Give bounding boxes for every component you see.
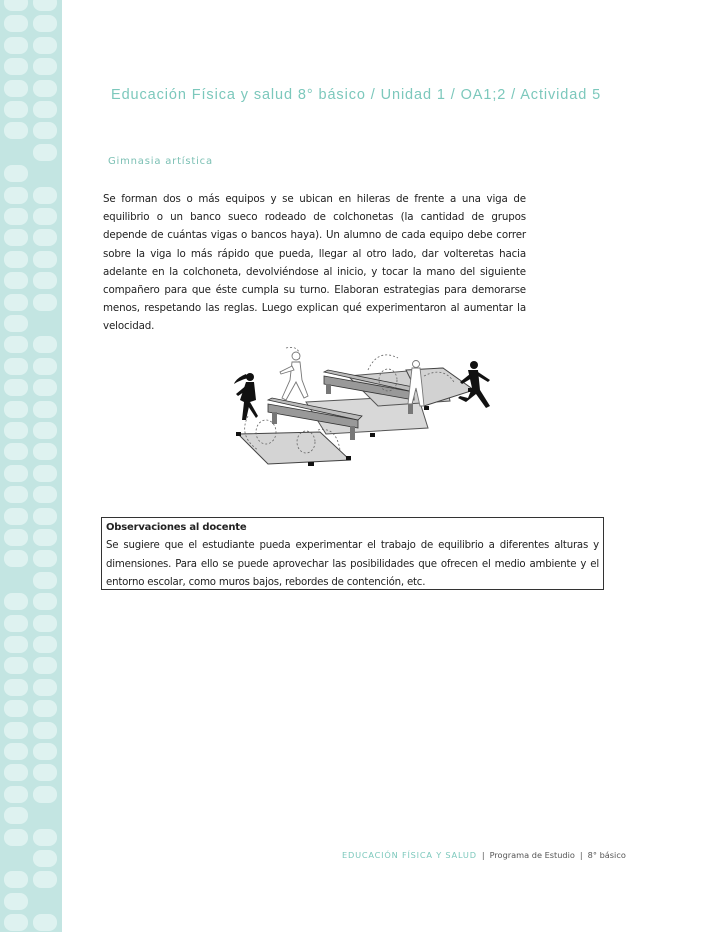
decorative-scallop xyxy=(62,186,76,204)
decorative-scallop xyxy=(62,335,76,353)
decorative-blob xyxy=(4,465,28,482)
decorative-scallop xyxy=(62,36,76,54)
decorative-scallop xyxy=(62,207,76,225)
decorative-blob xyxy=(33,80,57,97)
decorative-blob xyxy=(33,122,57,139)
decorative-scallop xyxy=(62,293,76,311)
decorative-scallop xyxy=(62,849,76,867)
decorative-scallop xyxy=(62,357,76,375)
footer-grade: 8° básico xyxy=(587,850,626,860)
decorative-blob xyxy=(33,786,57,803)
decorative-blob xyxy=(33,850,57,867)
activity-illustration xyxy=(228,346,498,470)
decorative-scallop xyxy=(62,892,76,910)
decorative-scallop xyxy=(62,870,76,888)
decorative-scallop xyxy=(62,656,76,674)
decorative-blob xyxy=(33,37,57,54)
decorative-scallop-edge xyxy=(60,0,74,932)
decorative-blob xyxy=(4,379,28,396)
decorative-scallop xyxy=(62,250,76,268)
decorative-scallop xyxy=(62,614,76,632)
decorative-scallop xyxy=(62,721,76,739)
decorative-blob xyxy=(4,80,28,97)
decorative-blob xyxy=(33,615,57,632)
decorative-blob xyxy=(33,764,57,781)
decorative-blob xyxy=(33,15,57,32)
decorative-blob xyxy=(4,315,28,332)
section-subtitle: Gimnasia artística xyxy=(108,156,213,167)
decorative-blob xyxy=(33,358,57,375)
decorative-blob xyxy=(33,294,57,311)
decorative-blob xyxy=(33,700,57,717)
decorative-blob xyxy=(33,443,57,460)
decorative-scallop xyxy=(62,592,76,610)
decorative-blob xyxy=(33,401,57,418)
decorative-blob xyxy=(33,58,57,75)
decorative-scallop xyxy=(62,678,76,696)
decorative-scallop xyxy=(62,785,76,803)
decorative-blob xyxy=(33,529,57,546)
decorative-blob xyxy=(33,508,57,525)
decorative-scallop xyxy=(62,79,76,97)
decorative-blob xyxy=(4,443,28,460)
decorative-scallop xyxy=(62,828,76,846)
page-title: Educación Física y salud 8° básico / Unidad 1 / OA1;2 / Actividad 5 xyxy=(111,87,602,103)
decorative-blob xyxy=(4,679,28,696)
decorative-blob xyxy=(33,871,57,888)
decorative-scallop xyxy=(62,400,76,418)
page-footer xyxy=(342,850,626,860)
decorative-blob xyxy=(33,465,57,482)
decorative-blob xyxy=(4,529,28,546)
decorative-scallop xyxy=(62,314,76,332)
decorative-blob xyxy=(4,294,28,311)
decorative-blob xyxy=(4,15,28,32)
footer-subject: EDUCACIÓN FÍSICA Y SALUD xyxy=(342,850,477,860)
decorative-scallop xyxy=(62,571,76,589)
decorative-blob xyxy=(4,486,28,503)
decorative-blob xyxy=(4,229,28,246)
decorative-scallop xyxy=(62,635,76,653)
decorative-blob xyxy=(4,829,28,846)
decorative-scallop xyxy=(62,0,76,11)
decorative-scallop xyxy=(62,143,76,161)
decorative-blob xyxy=(4,764,28,781)
decorative-scallop xyxy=(62,763,76,781)
decorative-blob xyxy=(33,657,57,674)
decorative-scallop xyxy=(62,549,76,567)
decorative-blob xyxy=(33,914,57,931)
decorative-blob xyxy=(4,272,28,289)
decorative-blob xyxy=(4,165,28,182)
decorative-blob xyxy=(4,101,28,118)
decorative-scallop xyxy=(62,14,76,32)
footer-program: Programa de Estudio xyxy=(489,850,575,860)
decorative-blob xyxy=(4,743,28,760)
activity-description: Se forman dos o más equipos y se ubican en hileras de frente a una viga de equilibrio o un banco sueco rodeado de colchonetas (la cantidad de grupos depende de cuántas vigas o bancos haya). Un alumno de cada equipo debe correr sobre la viga lo más rápido que pueda, llegar al otro lado, dar volteretas hacia adelante en la colchoneta, devolviéndose al inicio, y tocar la mano del siguiente compañero para que éste cumpla su turno. Elaboran estrategias para demorarse menos, respetando las reglas. Luego explican qué experimentaron al aumentar la velocidad. xyxy=(103,193,526,333)
decorative-blob xyxy=(33,679,57,696)
decorative-blob xyxy=(33,550,57,567)
decorative-scallop xyxy=(62,271,76,289)
decorative-blob xyxy=(33,379,57,396)
decorative-scallop xyxy=(62,507,76,525)
decorative-scallop xyxy=(62,442,76,460)
decorative-blob xyxy=(4,914,28,931)
decorative-blob xyxy=(33,101,57,118)
decorative-scallop xyxy=(62,164,76,182)
decorative-blob xyxy=(4,58,28,75)
decorative-blob xyxy=(4,550,28,567)
decorative-blob xyxy=(4,615,28,632)
decorative-scallop xyxy=(62,57,76,75)
decorative-blob xyxy=(4,336,28,353)
decorative-blob xyxy=(4,401,28,418)
decorative-blob xyxy=(4,657,28,674)
decorative-blob xyxy=(4,893,28,910)
decorative-blob xyxy=(33,486,57,503)
decorative-blob xyxy=(4,786,28,803)
observations-text: Se sugiere que el estudiante pueda experimentar el trabajo de equilibrio a diferentes alturas y dimensiones. Para ello se puede aprovechar las posibilidades que ofrecen el medio ambiente y el entorno escolar, como muros bajos, rebordes de contención, etc. xyxy=(106,540,599,588)
decorative-blob xyxy=(33,743,57,760)
decorative-blob xyxy=(4,122,28,139)
decorative-blob xyxy=(4,0,28,11)
decorative-blob xyxy=(33,722,57,739)
decorative-side-strip xyxy=(0,0,62,932)
decorative-blob xyxy=(33,336,57,353)
decorative-blob xyxy=(4,422,28,439)
decorative-blob xyxy=(33,572,57,589)
decorative-blob xyxy=(4,700,28,717)
decorative-blob xyxy=(4,208,28,225)
decorative-blob xyxy=(4,722,28,739)
decorative-scallop xyxy=(62,464,76,482)
decorative-scallop xyxy=(62,485,76,503)
decorative-scallop xyxy=(62,228,76,246)
decorative-blob xyxy=(33,229,57,246)
decorative-scallop xyxy=(62,913,76,931)
decorative-blob xyxy=(33,144,57,161)
decorative-blob xyxy=(33,636,57,653)
decorative-blob xyxy=(33,0,57,11)
observations-title: Observaciones al docente xyxy=(106,522,247,533)
decorative-blob xyxy=(33,251,57,268)
decorative-blob xyxy=(4,593,28,610)
decorative-scallop xyxy=(62,378,76,396)
decorative-scallop xyxy=(62,100,76,118)
decorative-blob xyxy=(33,272,57,289)
decorative-blob xyxy=(33,187,57,204)
decorative-blob xyxy=(4,187,28,204)
decorative-scallop xyxy=(62,742,76,760)
decorative-blob xyxy=(4,251,28,268)
teacher-observations-box xyxy=(101,517,604,590)
decorative-blob xyxy=(33,208,57,225)
decorative-blob xyxy=(33,422,57,439)
decorative-blob xyxy=(4,871,28,888)
decorative-scallop xyxy=(62,806,76,824)
decorative-blob xyxy=(33,829,57,846)
decorative-blob xyxy=(4,807,28,824)
decorative-scallop xyxy=(62,528,76,546)
decorative-blob xyxy=(33,593,57,610)
decorative-blob xyxy=(4,358,28,375)
footer-separator: | xyxy=(481,850,485,860)
decorative-blob xyxy=(4,508,28,525)
decorative-scallop xyxy=(62,121,76,139)
decorative-scallop xyxy=(62,421,76,439)
footer-separator-2: | xyxy=(579,850,583,860)
decorative-blob xyxy=(4,636,28,653)
decorative-scallop xyxy=(62,699,76,717)
decorative-blob xyxy=(4,37,28,54)
